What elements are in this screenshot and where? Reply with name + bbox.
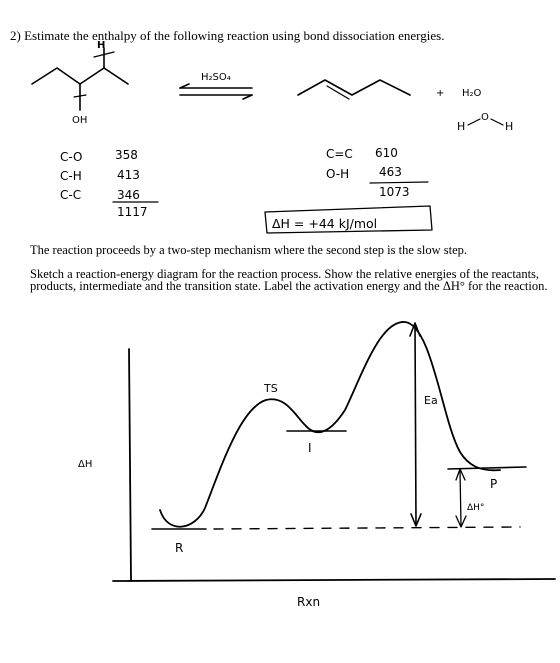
water-h1: H [457,120,466,133]
equilibrium-arrow [180,84,252,99]
x-axis [113,579,555,581]
bond-broken-2: C-H [60,169,82,183]
catalyst-label: H₂SO₄ [201,72,231,83]
y-axis-label: ΔH [78,459,93,470]
enthalpy-answer: ΔH = +44 kJ/mol [272,216,378,231]
reactant-label: R [175,541,184,555]
y-axis [129,349,131,580]
bond-broken-1: C-O [60,150,83,164]
ea-label: Ea [424,394,438,407]
bond-formed-1: C=C [326,147,353,161]
energy-curve [160,322,500,527]
bond-formed-2: O-H [326,167,350,181]
reactant-reference-dashed [214,527,520,529]
intermediate-label: I [308,441,312,455]
bond-formed-2-energy: 463 [379,165,402,179]
bond-broken-total: 1117 [117,205,148,219]
delta-h-arrow [456,469,466,527]
activation-energy-arrow [410,323,421,526]
bond-broken-3-energy: 346 [117,188,140,202]
ts-label: TS [264,382,278,395]
water-formula: H₂O [462,88,482,99]
bond-formed-1-energy: 610 [375,146,398,160]
water-h2: H [505,120,514,133]
reactant-structure [32,48,128,110]
bond-formed-total: 1073 [379,185,410,199]
reactant-oh-label: OH [72,115,88,126]
product-label: P [490,477,498,491]
bond-broken-2-energy: 413 [117,168,140,182]
reactant-h-label: H [97,40,106,51]
x-axis-label: Rxn [297,595,321,609]
bond-broken-1-energy: 358 [115,148,138,162]
bond-broken-3: C-C [60,188,82,202]
plus-sign: + [436,88,445,99]
question-text: 2) Estimate the enthalpy of the following reaction using bond dissociation energies. [10,28,445,43]
instructions-paragraph: Sketch a reaction-energy diagram for the reaction process. Show the relative energies of the reactants, products, intermediate and the transition state. Label the activation energy and the ΔH° for the reaction. [30,267,548,293]
water-o: O [481,112,489,123]
mechanism-paragraph: The reaction proceeds by a two-step mechanism where the second step is the slow step. [30,243,468,257]
alkene-structure [298,80,410,99]
delta-h-label: ΔH° [467,503,485,513]
